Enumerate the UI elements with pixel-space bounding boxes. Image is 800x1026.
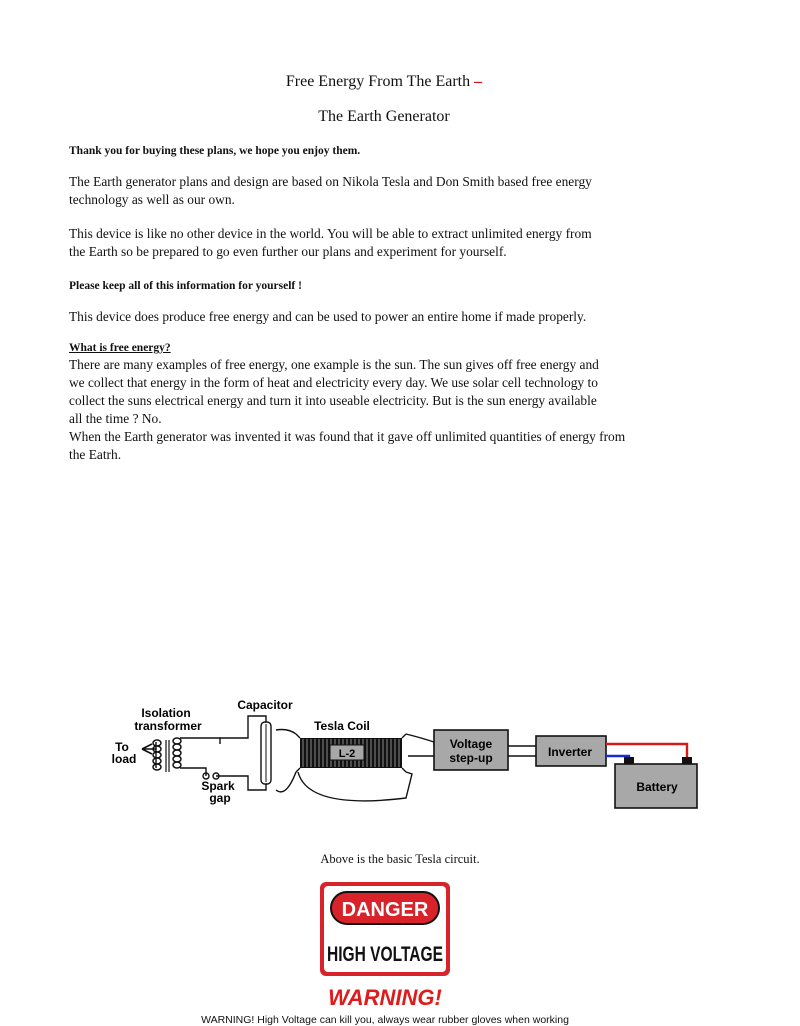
danger-text: DANGER — [341, 899, 429, 921]
transformer-label: transformer — [134, 719, 202, 733]
danger-high-voltage-sign — [319, 881, 451, 977]
spark-label: Spark — [201, 779, 235, 793]
tesla-circuit-diagram — [108, 694, 704, 814]
produce-paragraph: This device does produce free energy and can be used to power an entire home if made properly. — [69, 309, 587, 324]
free-energy-line: the Eatrh. — [69, 447, 122, 462]
high-voltage-text: HIGH VOLTAGE — [327, 943, 443, 966]
tesla-coil-label: Tesla Coil — [314, 719, 370, 733]
free-energy-line: we collect that energy in the form of heat and electricity every day. We use solar cell technology to — [69, 375, 598, 390]
keep-notice: Please keep all of this information for yourself ! — [69, 280, 302, 292]
step-up-label: step-up — [449, 751, 493, 765]
free-energy-line: collect the suns electrical energy and turn it into useable electricity. But is the sun energy available — [69, 393, 597, 408]
free-energy-section — [69, 341, 729, 464]
free-energy-line: There are many examples of free energy, one example is the sun. The sun gives off free energy and — [69, 357, 599, 372]
battery-label: Battery — [636, 780, 678, 794]
title-text: Free Energy From The Earth — [285, 73, 471, 90]
document-subtitle: The Earth Generator — [318, 108, 450, 125]
voltage-label: Voltage — [449, 737, 493, 751]
warning-text: WARNING! High Voltage can kill you, always wear rubber gloves when working — [201, 1014, 569, 1026]
to-load-label-line2: load — [111, 752, 137, 766]
to-load-label-line1: To — [115, 740, 129, 754]
free-energy-line: When the Earth generator was invented it was found that it gave off unlimited quantities of energy from — [69, 429, 626, 444]
coil-label: L-2 — [338, 748, 356, 760]
capacitor-label: Capacitor — [237, 698, 293, 712]
free-energy-heading: What is free energy? — [69, 342, 171, 354]
inverter-label: Inverter — [547, 745, 593, 759]
isolation-label: Isolation — [141, 706, 191, 720]
battery-terminal-negative — [624, 757, 634, 764]
gap-label: gap — [209, 791, 231, 805]
diagram-caption: Above is the basic Tesla circuit. — [320, 852, 480, 866]
unique-line: This device is like no other device in the world. You will be able to extract unlimited energy from — [69, 226, 592, 241]
intro-line: The Earth generator plans and design are based on Nikola Tesla and Don Smith based free energy — [69, 174, 592, 189]
warning-title: WARNING! — [328, 985, 442, 1010]
free-energy-line: all the time ? No. — [69, 411, 162, 426]
battery-terminal-positive — [682, 757, 692, 764]
title-dash: – — [474, 73, 483, 90]
intro-line: technology as well as our own. — [69, 192, 235, 207]
negative-wire — [606, 756, 629, 757]
document-title — [0, 72, 768, 92]
unique-line: the Earth so be prepared to go even further our plans and experiment for yourself. — [69, 244, 507, 259]
unique-paragraph — [69, 225, 729, 261]
intro-paragraph — [69, 173, 729, 209]
thanks-line: Thank you for buying these plans, we hope you enjoy them. — [69, 145, 361, 157]
